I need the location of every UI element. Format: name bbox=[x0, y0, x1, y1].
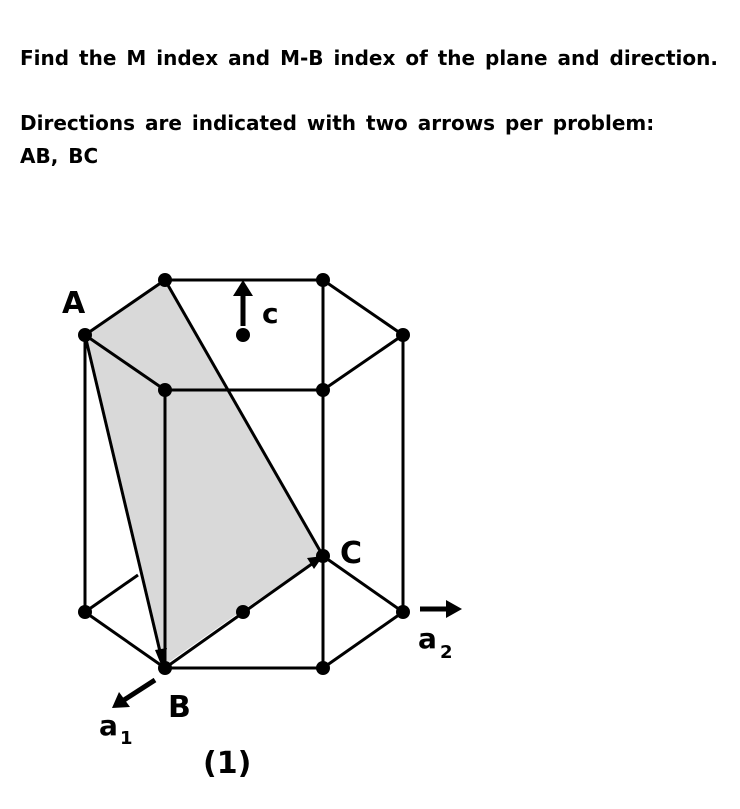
c-axis-arrowhead bbox=[233, 280, 253, 296]
a1-axis-arrow-shaft bbox=[124, 680, 155, 700]
point-b-label: B bbox=[168, 690, 191, 725]
a1-axis-subscript: 1 bbox=[120, 728, 133, 749]
atom bbox=[396, 328, 410, 342]
question-line-2: Directions are indicated with two arrows per problem: bbox=[20, 111, 655, 135]
question-line-3: AB, BC bbox=[20, 144, 99, 168]
problem-number: (1) bbox=[203, 746, 252, 781]
atom bbox=[78, 328, 92, 342]
a2-axis-arrowhead bbox=[446, 600, 462, 618]
shaded-plane bbox=[85, 280, 323, 667]
atom bbox=[316, 273, 330, 287]
atom bbox=[78, 605, 92, 619]
atom bbox=[316, 549, 330, 563]
bottom-hexagon-front bbox=[85, 612, 403, 668]
bottom-hexagon-edge bbox=[323, 556, 403, 612]
point-a-label: A bbox=[62, 286, 86, 321]
atom bbox=[158, 661, 172, 675]
bottom-hexagon-edge bbox=[85, 575, 138, 612]
a2-axis-subscript: 2 bbox=[440, 642, 453, 663]
atom bbox=[158, 383, 172, 397]
atom bbox=[316, 661, 330, 675]
c-axis-label: c bbox=[262, 297, 279, 330]
atom bbox=[236, 328, 250, 342]
question-line-1: Find the M index and M-B index of the plane and direction. bbox=[20, 46, 718, 70]
atom bbox=[158, 273, 172, 287]
a1-axis-label: a bbox=[99, 709, 118, 742]
atom bbox=[316, 383, 330, 397]
a2-axis-label: a bbox=[418, 622, 437, 655]
point-c-label: C bbox=[340, 536, 363, 571]
atom bbox=[396, 605, 410, 619]
atom bbox=[236, 605, 250, 619]
